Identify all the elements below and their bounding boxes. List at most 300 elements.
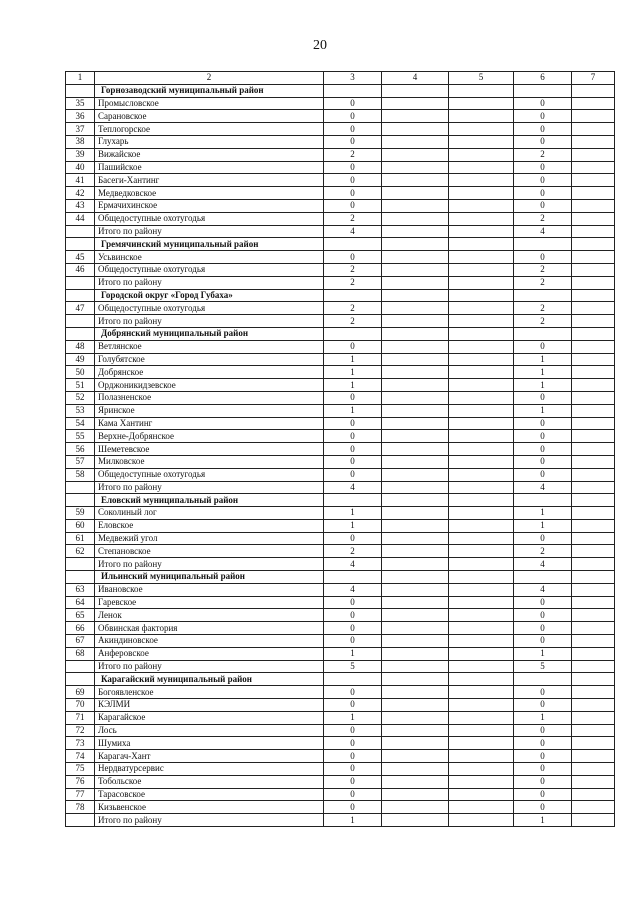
row-number-cell: 77 (66, 788, 95, 801)
col6-value: 0 (514, 622, 572, 635)
hunting-ground-name: Ветлянское (95, 340, 324, 353)
table-row (66, 724, 615, 737)
col4-value (382, 302, 449, 315)
col6-value: 4 (514, 481, 572, 494)
table-row (66, 775, 615, 788)
col7-value (572, 225, 615, 238)
district-total-row (66, 225, 615, 238)
col5-value (449, 251, 514, 264)
col3-value: 1 (324, 711, 382, 724)
col7-value (572, 123, 615, 136)
row-number-cell: 41 (66, 174, 95, 187)
col3-value: 1 (324, 366, 382, 379)
hunting-ground-name: Тарасовское (95, 788, 324, 801)
col4-value (382, 711, 449, 724)
district-section-row (66, 289, 615, 302)
table-row (66, 404, 615, 417)
col7-value (572, 340, 615, 353)
col6-value: 0 (514, 468, 572, 481)
table-row (66, 788, 615, 801)
col7-value (572, 635, 615, 648)
col7-value (572, 148, 615, 161)
empty-cell (572, 327, 615, 340)
row-number-cell (66, 660, 95, 673)
col5-value (449, 481, 514, 494)
col5-value (449, 174, 514, 187)
total-label: Итого по району (95, 660, 324, 673)
row-number-cell: 37 (66, 123, 95, 136)
table-row (66, 340, 615, 353)
col5-value (449, 763, 514, 776)
empty-cell (382, 571, 449, 584)
col4-value (382, 97, 449, 110)
col7-value (572, 379, 615, 392)
col3-value: 0 (324, 443, 382, 456)
row-number-cell (66, 571, 95, 584)
col7-value (572, 366, 615, 379)
col6-value: 1 (514, 507, 572, 520)
table-row (66, 801, 615, 814)
col5-value (449, 686, 514, 699)
hunting-ground-name: Ермачихинское (95, 199, 324, 212)
col7-value (572, 468, 615, 481)
col6-value: 0 (514, 161, 572, 174)
col7-value (572, 443, 615, 456)
hunting-ground-name: Кизьвенское (95, 801, 324, 814)
col5-value (449, 455, 514, 468)
row-number-cell: 58 (66, 468, 95, 481)
col6-value: 0 (514, 443, 572, 456)
table-row (66, 699, 615, 712)
hunting-ground-name: Верхне-Добрянское (95, 430, 324, 443)
row-number-cell: 63 (66, 583, 95, 596)
col5-value (449, 519, 514, 532)
col4-value (382, 737, 449, 750)
total-label: Итого по району (95, 276, 324, 289)
col4-value (382, 340, 449, 353)
col4-value (382, 430, 449, 443)
col3-value: 0 (324, 391, 382, 404)
col4-value (382, 507, 449, 520)
col6-value: 0 (514, 686, 572, 699)
col6-value: 0 (514, 174, 572, 187)
col4-value (382, 251, 449, 264)
col4-value (382, 763, 449, 776)
col7-value (572, 187, 615, 200)
table-row (66, 353, 615, 366)
col5-value (449, 97, 514, 110)
col7-value (572, 622, 615, 635)
col5-value (449, 123, 514, 136)
row-number-cell: 47 (66, 302, 95, 315)
col7-value (572, 430, 615, 443)
col3-value: 4 (324, 558, 382, 571)
column-header: 6 (514, 72, 572, 85)
col4-value (382, 263, 449, 276)
col3-value: 0 (324, 455, 382, 468)
col6-value: 0 (514, 763, 572, 776)
table-row (66, 455, 615, 468)
col3-value: 0 (324, 123, 382, 136)
hunting-ground-name: Шеметевское (95, 443, 324, 456)
row-number-cell (66, 814, 95, 827)
table-row (66, 391, 615, 404)
col7-value (572, 647, 615, 660)
row-number-cell: 50 (66, 366, 95, 379)
empty-cell (514, 571, 572, 584)
row-number-cell: 61 (66, 532, 95, 545)
col5-value (449, 110, 514, 123)
hunting-ground-name: Орджоникидзевское (95, 379, 324, 392)
col4-value (382, 276, 449, 289)
district-name: Городской округ «Город Губаха» (95, 289, 324, 302)
hunting-ground-name: Голубятское (95, 353, 324, 366)
district-total-row (66, 660, 615, 673)
col5-value (449, 635, 514, 648)
col6-value: 4 (514, 225, 572, 238)
col3-value: 0 (324, 251, 382, 264)
empty-cell (572, 238, 615, 251)
col5-value (449, 507, 514, 520)
col3-value: 1 (324, 404, 382, 417)
hunting-ground-name: Анферовское (95, 647, 324, 660)
col7-value (572, 507, 615, 520)
table-row (66, 750, 615, 763)
row-number-cell: 54 (66, 417, 95, 430)
col4-value (382, 724, 449, 737)
col6-value: 1 (514, 519, 572, 532)
col4-value (382, 775, 449, 788)
empty-cell (514, 289, 572, 302)
column-header: 4 (382, 72, 449, 85)
col7-value (572, 404, 615, 417)
col7-value (572, 519, 615, 532)
col5-value (449, 660, 514, 673)
hunting-ground-name: Общедоступные охотугодья (95, 302, 324, 315)
col6-value: 0 (514, 187, 572, 200)
col7-value (572, 174, 615, 187)
table-row (66, 532, 615, 545)
table-row (66, 711, 615, 724)
col5-value (449, 647, 514, 660)
col4-value (382, 545, 449, 558)
empty-cell (324, 571, 382, 584)
row-number-cell (66, 327, 95, 340)
col6-value: 0 (514, 135, 572, 148)
col3-value: 0 (324, 135, 382, 148)
district-name: Гремячинский муниципальный район (95, 238, 324, 251)
col4-value (382, 596, 449, 609)
col4-value (382, 468, 449, 481)
col7-value (572, 750, 615, 763)
row-number-cell: 78 (66, 801, 95, 814)
hunting-ground-name: Акиндиновское (95, 635, 324, 648)
col4-value (382, 123, 449, 136)
table-row (66, 123, 615, 136)
col6-value: 2 (514, 302, 572, 315)
col6-value: 2 (514, 545, 572, 558)
col4-value (382, 379, 449, 392)
col5-value (449, 622, 514, 635)
table-row (66, 468, 615, 481)
empty-cell (324, 84, 382, 97)
hunting-ground-name: Полазненское (95, 391, 324, 404)
empty-cell (382, 327, 449, 340)
empty-cell (382, 494, 449, 507)
col5-value (449, 443, 514, 456)
empty-cell (324, 494, 382, 507)
hunting-ground-name: Карагайское (95, 711, 324, 724)
table-row (66, 251, 615, 264)
col5-value (449, 430, 514, 443)
col5-value (449, 596, 514, 609)
col6-value: 0 (514, 750, 572, 763)
row-number-cell: 55 (66, 430, 95, 443)
col4-value (382, 161, 449, 174)
district-section-row (66, 571, 615, 584)
col6-value: 1 (514, 353, 572, 366)
hunting-ground-name: Усьвинское (95, 251, 324, 264)
col4-value (382, 187, 449, 200)
col3-value: 0 (324, 340, 382, 353)
row-number-cell: 51 (66, 379, 95, 392)
col3-value: 0 (324, 686, 382, 699)
hunting-ground-name: Теплогорское (95, 123, 324, 136)
total-label: Итого по району (95, 814, 324, 827)
column-header: 2 (95, 72, 324, 85)
col3-value: 2 (324, 545, 382, 558)
row-number-cell: 42 (66, 187, 95, 200)
col6-value: 2 (514, 148, 572, 161)
col6-value: 2 (514, 315, 572, 328)
page-number: 20 (313, 38, 327, 53)
col3-value: 0 (324, 750, 382, 763)
col7-value (572, 737, 615, 750)
col7-value (572, 97, 615, 110)
row-number-cell: 70 (66, 699, 95, 712)
col5-value (449, 366, 514, 379)
col5-value (449, 814, 514, 827)
col6-value: 0 (514, 609, 572, 622)
hunting-ground-name: Еловское (95, 519, 324, 532)
col5-value (449, 545, 514, 558)
row-number-cell: 56 (66, 443, 95, 456)
row-number-cell: 59 (66, 507, 95, 520)
row-number-cell: 53 (66, 404, 95, 417)
col6-value: 0 (514, 699, 572, 712)
col3-value: 0 (324, 788, 382, 801)
col5-value (449, 391, 514, 404)
col3-value: 2 (324, 302, 382, 315)
col7-value (572, 302, 615, 315)
col4-value (382, 750, 449, 763)
table-row (66, 110, 615, 123)
col7-value (572, 353, 615, 366)
col6-value: 0 (514, 455, 572, 468)
row-number-cell: 75 (66, 763, 95, 776)
col5-value (449, 353, 514, 366)
col3-value: 0 (324, 622, 382, 635)
row-number-cell: 57 (66, 455, 95, 468)
col5-value (449, 788, 514, 801)
col5-value (449, 750, 514, 763)
total-label: Итого по району (95, 558, 324, 571)
empty-cell (449, 238, 514, 251)
col5-value (449, 148, 514, 161)
hunting-ground-name: Басеги-Хантинг (95, 174, 324, 187)
empty-cell (572, 494, 615, 507)
district-section-row (66, 494, 615, 507)
empty-cell (449, 494, 514, 507)
col5-value (449, 135, 514, 148)
column-header: 3 (324, 72, 382, 85)
table-row (66, 686, 615, 699)
table-row (66, 609, 615, 622)
col4-value (382, 622, 449, 635)
col3-value: 1 (324, 647, 382, 660)
table-row (66, 199, 615, 212)
table-row (66, 430, 615, 443)
col5-value (449, 724, 514, 737)
col5-value (449, 737, 514, 750)
table-row (66, 545, 615, 558)
district-name: Горнозаводский муниципальный район (95, 84, 324, 97)
col7-value (572, 788, 615, 801)
col4-value (382, 148, 449, 161)
col3-value: 1 (324, 814, 382, 827)
district-section-row (66, 673, 615, 686)
col5-value (449, 302, 514, 315)
col7-value (572, 775, 615, 788)
table-row (66, 596, 615, 609)
hunting-ground-name: Ивановское (95, 583, 324, 596)
col4-value (382, 135, 449, 148)
col3-value: 2 (324, 263, 382, 276)
district-section-row (66, 238, 615, 251)
district-name: Добрянский муниципальный район (95, 327, 324, 340)
col6-value: 0 (514, 417, 572, 430)
col6-value: 0 (514, 532, 572, 545)
row-number-cell: 52 (66, 391, 95, 404)
col5-value (449, 187, 514, 200)
col6-value: 4 (514, 558, 572, 571)
col7-value (572, 417, 615, 430)
col3-value: 0 (324, 699, 382, 712)
row-number-cell: 62 (66, 545, 95, 558)
row-number-cell: 40 (66, 161, 95, 174)
col4-value (382, 814, 449, 827)
col6-value: 0 (514, 110, 572, 123)
row-number-cell (66, 673, 95, 686)
table-row (66, 763, 615, 776)
col3-value: 2 (324, 276, 382, 289)
col4-value (382, 110, 449, 123)
col5-value (449, 532, 514, 545)
row-number-cell (66, 225, 95, 238)
row-number-cell: 38 (66, 135, 95, 148)
col7-value (572, 801, 615, 814)
col7-value (572, 161, 615, 174)
col6-value: 0 (514, 775, 572, 788)
empty-cell (382, 84, 449, 97)
col3-value: 0 (324, 609, 382, 622)
col3-value: 0 (324, 763, 382, 776)
col4-value (382, 647, 449, 660)
district-total-row (66, 315, 615, 328)
col4-value (382, 366, 449, 379)
col4-value (382, 788, 449, 801)
hunting-ground-name: Кама Хантинг (95, 417, 324, 430)
row-number-cell: 65 (66, 609, 95, 622)
col7-value (572, 558, 615, 571)
table-row (66, 263, 615, 276)
col6-value: 1 (514, 814, 572, 827)
col4-value (382, 609, 449, 622)
col4-value (382, 199, 449, 212)
row-number-cell: 35 (66, 97, 95, 110)
col6-value: 0 (514, 251, 572, 264)
row-number-cell: 36 (66, 110, 95, 123)
col7-value (572, 481, 615, 494)
col3-value: 0 (324, 468, 382, 481)
col6-value: 2 (514, 263, 572, 276)
col7-value (572, 609, 615, 622)
table-row (66, 135, 615, 148)
empty-cell (572, 673, 615, 686)
col4-value (382, 686, 449, 699)
col7-value (572, 212, 615, 225)
col6-value: 4 (514, 583, 572, 596)
table-row (66, 97, 615, 110)
row-number-cell: 73 (66, 737, 95, 750)
district-name: Еловский муниципальный район (95, 494, 324, 507)
table-row (66, 212, 615, 225)
empty-cell (449, 84, 514, 97)
col4-value (382, 519, 449, 532)
hunting-ground-name: Шумиха (95, 737, 324, 750)
col5-value (449, 417, 514, 430)
table-row (66, 507, 615, 520)
hunting-ground-name: Общедоступные охотугодья (95, 468, 324, 481)
col5-value (449, 468, 514, 481)
table-row (66, 366, 615, 379)
col6-value: 0 (514, 724, 572, 737)
col7-value (572, 545, 615, 558)
hunting-ground-name: Добрянское (95, 366, 324, 379)
row-number-cell: 49 (66, 353, 95, 366)
hunting-ground-name: Общедоступные охотугодья (95, 212, 324, 225)
col5-value (449, 379, 514, 392)
col6-value: 1 (514, 647, 572, 660)
col6-value: 0 (514, 801, 572, 814)
hunting-ground-name: Лось (95, 724, 324, 737)
district-total-row (66, 481, 615, 494)
col7-value (572, 315, 615, 328)
col6-value: 0 (514, 737, 572, 750)
table-row (66, 174, 615, 187)
table-row (66, 519, 615, 532)
col5-value (449, 801, 514, 814)
col6-value: 1 (514, 404, 572, 417)
col3-value: 0 (324, 635, 382, 648)
row-number-cell: 74 (66, 750, 95, 763)
column-header: 5 (449, 72, 514, 85)
column-header: 7 (572, 72, 615, 85)
col7-value (572, 596, 615, 609)
hunting-ground-name: Тобольское (95, 775, 324, 788)
col4-value (382, 660, 449, 673)
col7-value (572, 532, 615, 545)
